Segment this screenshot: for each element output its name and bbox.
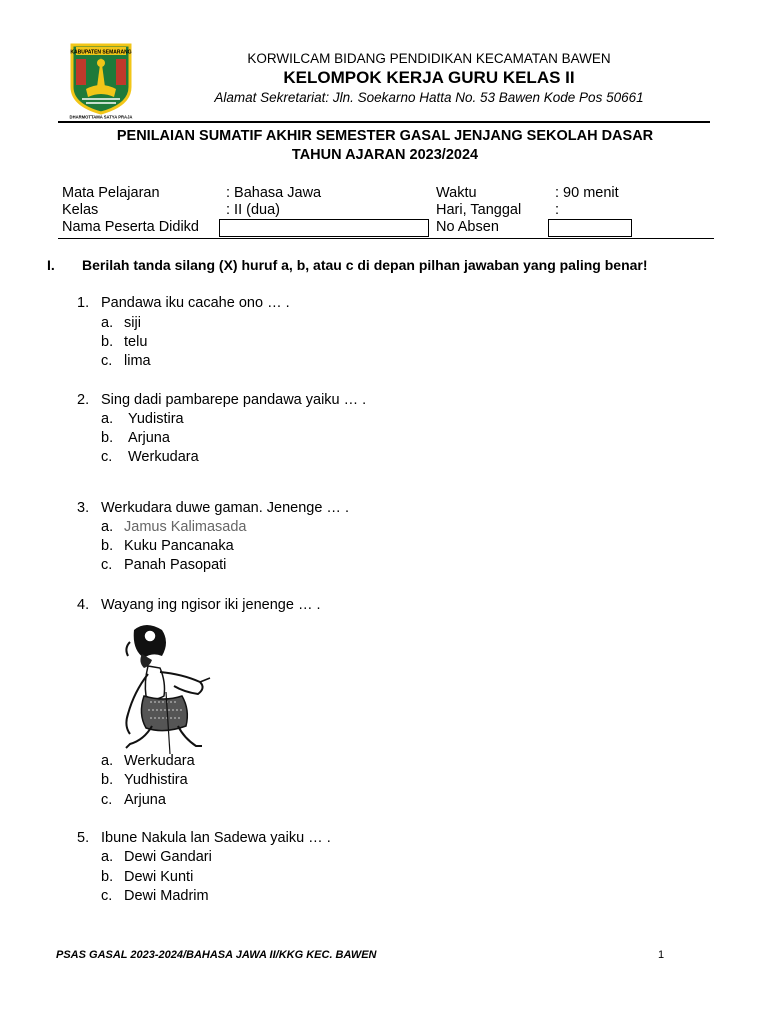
question-2-option-c[interactable]: Werkudara — [128, 449, 199, 465]
option-letter: b. — [101, 772, 114, 788]
option-letter: b. — [101, 869, 114, 885]
section-number: I. — [47, 257, 55, 273]
option-letter: c. — [101, 353, 113, 369]
question-1-option-a[interactable]: siji — [124, 315, 141, 331]
question-3-text: Werkudara duwe gaman. Jenenge … . — [101, 500, 349, 516]
question-4-option-a[interactable]: Werkudara — [124, 753, 195, 769]
logo-text-bottom: DHARMOTTAMA SATYA PRAJA — [69, 114, 133, 119]
option-letter: a. — [101, 519, 114, 535]
info-divider — [58, 238, 714, 239]
question-5-text: Ibune Nakula lan Sadewa yaiku … . — [101, 830, 331, 846]
option-letter: c. — [101, 792, 113, 808]
regency-logo — [68, 41, 134, 119]
exam-title-line2: TAHUN AJARAN 2023/2024 — [291, 147, 479, 163]
student-name-label: Nama Peserta Didikd — [62, 219, 199, 235]
option-letter: b. — [101, 334, 114, 350]
question-1-option-c[interactable]: lima — [124, 353, 151, 369]
question-4-option-b[interactable]: Yudhistira — [124, 772, 188, 788]
question-3-option-c[interactable]: Panah Pasopati — [124, 557, 227, 573]
question-1-option-b[interactable]: telu — [124, 334, 148, 350]
question-5-option-a[interactable]: Dewi Gandari — [124, 849, 212, 865]
absence-number-label: No Absen — [436, 219, 499, 235]
question-4-number: 4. — [77, 597, 90, 613]
question-1-number: 1. — [77, 295, 90, 311]
class-value: : II (dua) — [226, 202, 280, 218]
absence-number-field[interactable] — [548, 219, 632, 237]
header-organization: KORWILCAM BIDANG PENDIDIKAN KECAMATAN BAWEN — [247, 51, 611, 66]
class-label: Kelas — [62, 202, 99, 218]
logo-text-top: KABUPATEN SEMARANG — [70, 49, 132, 56]
option-letter: c. — [101, 888, 113, 904]
option-letter: b. — [101, 538, 114, 554]
option-letter: c. — [101, 449, 113, 465]
question-3-number: 3. — [77, 500, 90, 516]
question-5-option-c[interactable]: Dewi Madrim — [124, 888, 209, 904]
question-5-option-b[interactable]: Dewi Kunti — [124, 869, 194, 885]
option-letter: a. — [101, 411, 114, 427]
question-2-option-a[interactable]: Yudistira — [128, 411, 184, 427]
student-name-field[interactable] — [219, 219, 429, 237]
question-2-text: Sing dadi pambarepe pandawa yaiku … . — [101, 392, 367, 408]
question-2-number: 2. — [77, 392, 90, 408]
page-number: 1 — [658, 949, 665, 961]
question-4-text: Wayang ing ngisor iki jenenge … . — [101, 597, 321, 613]
header-divider — [58, 121, 710, 123]
time-value: : 90 menit — [555, 185, 619, 201]
subject-value: : Bahasa Jawa — [226, 185, 322, 201]
question-4-option-c[interactable]: Arjuna — [124, 792, 166, 808]
option-letter: c. — [101, 557, 113, 573]
page-footer: PSAS GASAL 2023-2024/BAHASA JAWA II/KKG KEC. BAWEN — [56, 949, 377, 961]
time-label: Waktu — [436, 185, 477, 201]
day-date-label: Hari, Tanggal — [436, 202, 522, 218]
question-1-text: Pandawa iku cacahe ono … . — [101, 295, 290, 311]
option-letter: b. — [101, 430, 114, 446]
question-5-number: 5. — [77, 830, 90, 846]
question-2-option-b[interactable]: Arjuna — [128, 430, 170, 446]
option-letter: a. — [101, 753, 114, 769]
question-3-option-a[interactable]: Jamus Kalimasada — [124, 519, 247, 535]
wayang-puppet-illustration — [104, 622, 218, 756]
option-letter: a. — [101, 849, 114, 865]
header-group: KELOMPOK KERJA GURU KELAS II — [283, 68, 575, 87]
exam-title-line1: PENILAIAN SUMATIF AKHIR SEMESTER GASAL JENJANG SEKOLAH DASAR — [116, 128, 654, 144]
question-3-option-b[interactable]: Kuku Pancanaka — [124, 538, 234, 554]
option-letter: a. — [101, 315, 114, 331]
subject-label: Mata Pelajaran — [62, 185, 160, 201]
section-instruction: Berilah tanda silang (X) huruf a, b, atau c di depan pilhan jawaban yang paling benar! — [82, 257, 648, 273]
header-address: Alamat Sekretariat: Jln. Soekarno Hatta No. 53 Bawen Kode Pos 50661 — [214, 90, 644, 105]
day-date-value: : — [555, 202, 560, 218]
